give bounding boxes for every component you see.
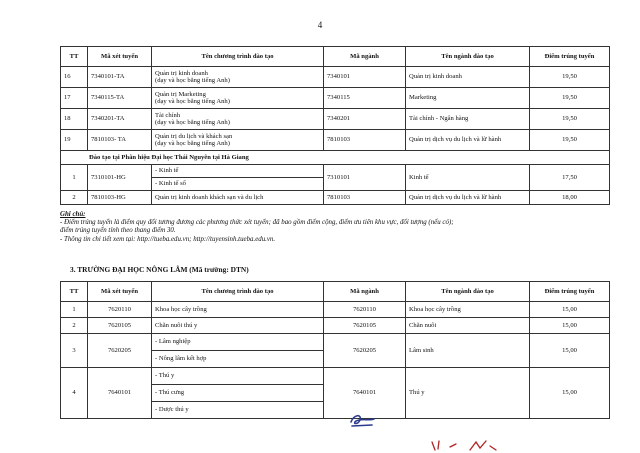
program-line: (dạy và học bằng tiếng Anh) [155, 98, 230, 105]
cell-code: 7340115-TA [88, 88, 152, 109]
cell-program: Khoa học cây trồng [152, 302, 324, 318]
cell-score: 15,00 [530, 302, 610, 318]
cell-major: Quản trị dịch vụ du lịch và lữ hành [406, 191, 530, 205]
cell-major: Quản trị kinh doanh [406, 67, 530, 88]
cell-program: - Kinh tế số [152, 178, 324, 191]
table-row [61, 109, 610, 130]
program-line: (dạy và học bằng tiếng Anh) [155, 77, 230, 84]
handwritten-marks-icon [430, 438, 510, 452]
program-line: Quản trị du lịch và khách sạn [155, 132, 233, 140]
header-score: Điểm trúng tuyển [530, 47, 610, 67]
cell-major-code: 7620110 [324, 302, 406, 318]
header-major-code: Mã ngành [324, 282, 406, 302]
admission-table-2 [60, 281, 610, 419]
notes-line: điểm trúng tuyển tính theo thang điểm 30. [60, 227, 176, 235]
program-line: Quản trị Marketing [155, 90, 206, 98]
notes-line: - Điểm trúng tuyển là điểm quy đổi tương đương các phương thức xét tuyển; đã bao gồm điểm cộng, điểm ưu tiên khu vực, đối tượng (nếu có); [60, 219, 454, 227]
cell-tt: 4 [61, 368, 88, 419]
page-number: 4 [317, 20, 323, 30]
header-code: Mã xét tuyển [88, 47, 152, 67]
table-row [61, 165, 610, 178]
cell-major-code: 7340101 [324, 67, 406, 88]
cell-program: - Nông lâm kết hợp [152, 351, 324, 368]
cell-tt: 19 [61, 130, 88, 151]
header-program: Tên chương trình đào tạo [152, 282, 324, 302]
cell-tt: 1 [61, 302, 88, 318]
cell-score: 15,00 [530, 368, 610, 419]
header-tt: TT [61, 282, 88, 302]
cell-score: 19,50 [530, 130, 610, 151]
cell-code: 7640101 [88, 368, 152, 419]
cell-score: 19,50 [530, 109, 610, 130]
table-header-row [61, 47, 610, 67]
cell-major: Lâm sinh [406, 334, 530, 368]
cell-major: Tài chính - Ngân hàng [406, 109, 530, 130]
header-code: Mã xét tuyển [88, 282, 152, 302]
cell-program [152, 88, 324, 109]
program-line: Tài chính [155, 111, 181, 119]
cell-score: 18,00 [530, 191, 610, 205]
signature-initial-icon [348, 412, 378, 428]
table-row [61, 191, 610, 205]
notes-line: - Thông tin chi tiết xem tại: http://tueba.edu.vn; http://tuyensinh.tueba.edu.vn. [60, 235, 276, 243]
cell-major-code: 7620205 [324, 334, 406, 368]
cell-program [152, 130, 324, 151]
cell-score: 15,00 [530, 318, 610, 334]
table-row [61, 334, 610, 351]
cell-tt: 17 [61, 88, 88, 109]
program-line: (dạy và học bằng tiếng Anh) [155, 140, 230, 147]
cell-major: Quản trị dịch vụ du lịch và lữ hành [406, 130, 530, 151]
cell-tt: 18 [61, 109, 88, 130]
cell-code: 7810103-HG [88, 191, 152, 205]
header-major: Tên ngành đào tạo [406, 282, 530, 302]
cell-program [152, 67, 324, 88]
cell-major-code: 7310101 [324, 165, 406, 191]
cell-code: 7310101-HG [88, 165, 152, 191]
cell-tt: 16 [61, 67, 88, 88]
cell-score: 17,50 [530, 165, 610, 191]
cell-tt: 3 [61, 334, 88, 368]
cell-major: Thú y [406, 368, 530, 419]
header-program: Tên chương trình đào tạo [152, 47, 324, 67]
cell-code: 7340201-TA [88, 109, 152, 130]
cell-program: Quản trị kinh doanh khách sạn và du lịch [152, 191, 324, 205]
table-header-row [61, 282, 610, 302]
cell-code: 7810103- TA [88, 130, 152, 151]
cell-code: 7620205 [88, 334, 152, 368]
header-major-code: Mã ngành [324, 47, 406, 67]
cell-score: 15,00 [530, 334, 610, 368]
cell-program: - Kinh tế [152, 165, 324, 178]
cell-tt: 2 [61, 191, 88, 205]
cell-code: 7620105 [88, 318, 152, 334]
branch-heading: Đào tạo tại Phân hiệu Đại học Thái Nguyên tại Hà Giang [61, 151, 610, 165]
cell-major: Kinh tế [406, 165, 530, 191]
header-major: Tên ngành đào tạo [406, 47, 530, 67]
cell-program: - Thú cưng [152, 385, 324, 402]
cell-major-code: 7640101 [324, 368, 406, 419]
table-row [61, 130, 610, 151]
cell-program: Chăn nuôi thú y [152, 318, 324, 334]
cell-program [152, 109, 324, 130]
cell-program: - Thú y [152, 368, 324, 385]
table-row [61, 368, 610, 385]
cell-major-code: 7810103 [324, 191, 406, 205]
admission-table-1 [60, 46, 610, 205]
section-title: 3. TRƯỜNG ĐẠI HỌC NÔNG LÂM (Mã trường: DTN) [70, 265, 249, 274]
branch-heading-row [61, 151, 610, 165]
notes-title: Ghi chú: [60, 211, 86, 218]
cell-major: Marketing [406, 88, 530, 109]
table-row [61, 88, 610, 109]
cell-program: - Dược thú y [152, 402, 324, 419]
cell-major: Khoa học cây trồng [406, 302, 530, 318]
cell-major-code: 7340115 [324, 88, 406, 109]
cell-tt: 2 [61, 318, 88, 334]
program-line: Quản trị kinh doanh [155, 69, 208, 77]
cell-major: Chăn nuôi [406, 318, 530, 334]
cell-major-code: 7810103 [324, 130, 406, 151]
cell-major-code: 7340201 [324, 109, 406, 130]
header-tt: TT [61, 47, 88, 67]
cell-program: - Lâm nghiệp [152, 334, 324, 351]
cell-code: 7340101-TA [88, 67, 152, 88]
cell-code: 7620110 [88, 302, 152, 318]
table-row [61, 318, 610, 334]
cell-score: 19,50 [530, 67, 610, 88]
cell-major-code: 7620105 [324, 318, 406, 334]
program-line: (dạy và học bằng tiếng Anh) [155, 119, 230, 126]
cell-tt: 1 [61, 165, 88, 191]
header-score: Điểm trúng tuyển [530, 282, 610, 302]
notes-block [60, 211, 620, 244]
table-row [61, 67, 610, 88]
cell-score: 19,50 [530, 88, 610, 109]
table-row [61, 302, 610, 318]
